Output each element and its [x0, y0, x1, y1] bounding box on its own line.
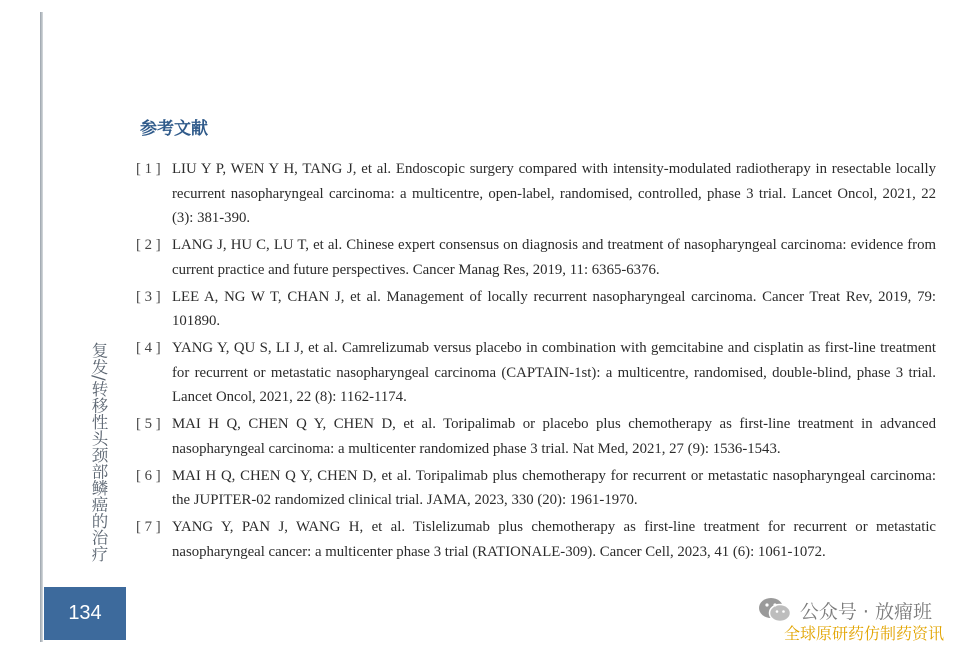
reference-text: YANG Y, PAN J, WANG H, et al. Tislelizumab plus chemotherapy as first-line treatment for recurrent or metastatic nasopharyngeal cancer: a multicenter phase 3 trial (RATIONALE-309). Cancer Cell, 2023, 41 (6): 1061-1072.	[172, 519, 936, 560]
reference-item	[136, 336, 936, 410]
reference-number: [ 3 ]	[136, 288, 161, 305]
wechat-icon	[758, 596, 792, 624]
reference-number: [ 1 ]	[136, 161, 161, 177]
reference-number: [ 7 ]	[136, 519, 161, 535]
reference-text: LIU Y P, WEN Y H, TANG J, et al. Endoscopic surgery compared with intensity-modulated radiotherapy in resectable locally recurrent nasopharyngeal carcinoma: a multicentre, open-label, randomised, controlled, phase 3 trial. Lancet Oncol, 2021, 22 (3): 381-390.	[172, 161, 936, 226]
reference-text: LANG J, HU C, LU T, et al. Chinese expert consensus on diagnosis and treatment of nasopharyngeal carcinoma: evidence from current practice and future perspectives. Cancer Manag Res, 2019, 11: 6365-6376.	[172, 237, 936, 278]
reference-list	[136, 157, 936, 567]
wechat-watermark	[758, 596, 932, 624]
reference-item	[136, 285, 936, 334]
reference-number: [ 6 ]	[136, 467, 161, 484]
page-number-tab	[44, 587, 126, 640]
reference-item	[136, 157, 936, 231]
reference-text: LEE A, NG W T, CHAN J, et al. Management of locally recurrent nasopharyngeal carcinoma. Cancer Treat Rev, 2019, 79: 101890.	[172, 288, 936, 329]
reference-number: [ 4 ]	[136, 340, 161, 356]
watermark-account: 公众号 · 放瘤班	[799, 600, 932, 623]
reference-number: [ 2 ]	[136, 237, 161, 253]
reference-number: [ 5 ]	[136, 416, 161, 432]
reference-text: MAI H Q, CHEN Q Y, CHEN D, et al. Toripalimab or placebo plus chemotherapy as first-line treatment in advanced nasopharyngeal carcinoma: a multicenter randomized phase 3 trial. Nat Med, 2021, 27 (9): 1536-1543.	[172, 416, 936, 457]
watermark-subtitle: 全球原研药仿制药资讯	[783, 624, 944, 643]
reference-item	[136, 412, 936, 461]
reference-text: YANG Y, QU S, LI J, et al. Camrelizumab versus placebo in combination with gemcitabine and cisplatin as first-line treatment for recurrent or metastatic nasopharyngeal carcinoma (CAPTAIN-1st): a multicentre, randomised, double-blind, phase 3 trial. Lancet Oncol, 2021, 22 (8): 1162-1174.	[172, 340, 936, 405]
reference-item	[136, 515, 936, 564]
running-side-title: 复发/转移性头颈部鳞癌的治疗	[89, 342, 108, 563]
section-heading: 参考文献	[140, 119, 208, 139]
page-number: 134	[68, 602, 102, 624]
page-edge	[40, 12, 43, 642]
reference-item	[136, 464, 936, 513]
reference-text: MAI H Q, CHEN Q Y, CHEN D, et al. Toripalimab plus chemotherapy for recurrent or metastatic nasopharyngeal carcinoma: the JUPITER-02 randomized clinical trial. JAMA, 2023, 330 (20): 1961-1970.	[172, 467, 936, 508]
reference-item	[136, 233, 936, 282]
